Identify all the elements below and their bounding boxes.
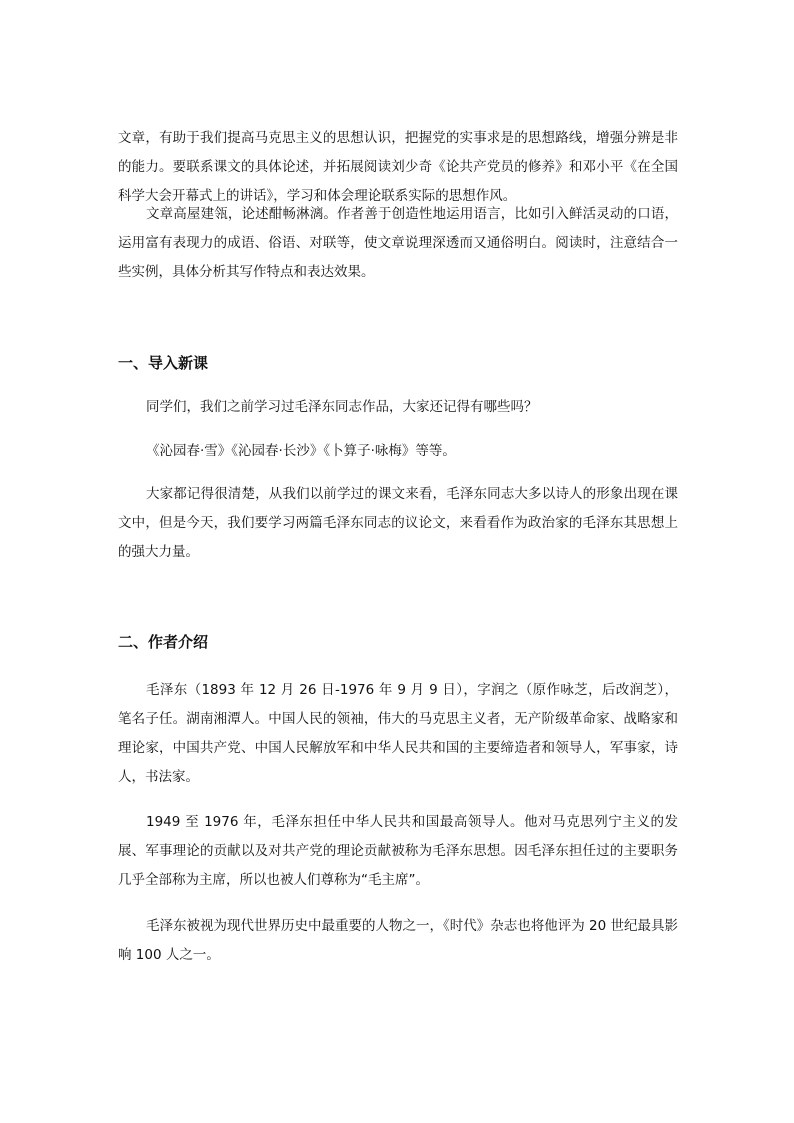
section1-paragraph-1: 同学们，我们之前学习过毛泽东同志作品，大家还记得有哪些吗？ [146, 399, 538, 415]
intro-paragraph-1: 文章，有助于我们提高马克思主义的思想认识，把握党的实事求是的思想路线，增强分辨是非的能力。要联系课文的具体论述，并拓展阅读刘少奇《论共产党员的修养》和邓小平《在全国科学大会开幕式上的讲话》，学习和体会理论联系实际的思想作风。 [118, 130, 678, 204]
section2-paragraph-2: 1949 至 1976 年，毛泽东担任中华人民共和国最高领导人。他对马克思列宁主义的发展、军事理论的贡献以及对共产党的理论贡献被称为毛泽东思想。因毛泽东担任过的主要职务几乎全部称为主席，所以也被人们尊称为“毛主席”。 [118, 814, 678, 888]
section-heading-intro: 一、导入新课 [118, 354, 209, 372]
section1-paragraph-2: 《沁园春·雪》《沁园春·长沙》《卜算子·咏梅》等等。 [146, 443, 456, 459]
section2-paragraph-3: 毛泽东被视为现代世界历史中最重要的人物之一，《时代》杂志也将他评为 20 世纪最具影响 100 人之一。 [118, 918, 679, 963]
intro-paragraph-2: 文章高屋建瓴，论述酣畅淋漓。作者善于创造性地运用语言，比如引入鲜活灵动的口语，运用富有表现力的成语、俗语、对联等，使文章说理深透而又通俗明白。阅读时，注意结合一些实例，具体分析其写作特点和表达效果。 [118, 206, 678, 280]
section2-paragraph-1: 毛泽东（1893 年 12 月 26 日-1976 年 9 月 9 日），字润之（原作咏芝，后改润芝），笔名子任。湖南湘潭人。中国人民的领袖，伟大的马克思主义者，无产阶级革命家、战略家和理论家，中国共产党、中国人民解放军和中华人民共和国的主要缔造者和领导人，军事家，诗人，书法家。 [118, 682, 678, 785]
section1-paragraph-3: 大家都记得很清楚，从我们以前学过的课文来看，毛泽东同志大多以诗人的形象出现在课文中，但是今天，我们要学习两篇毛泽东同志的议论文，来看看作为政治家的毛泽东其思想上的强大力量。 [118, 486, 678, 560]
section-heading-author: 二、作者介绍 [118, 633, 209, 651]
